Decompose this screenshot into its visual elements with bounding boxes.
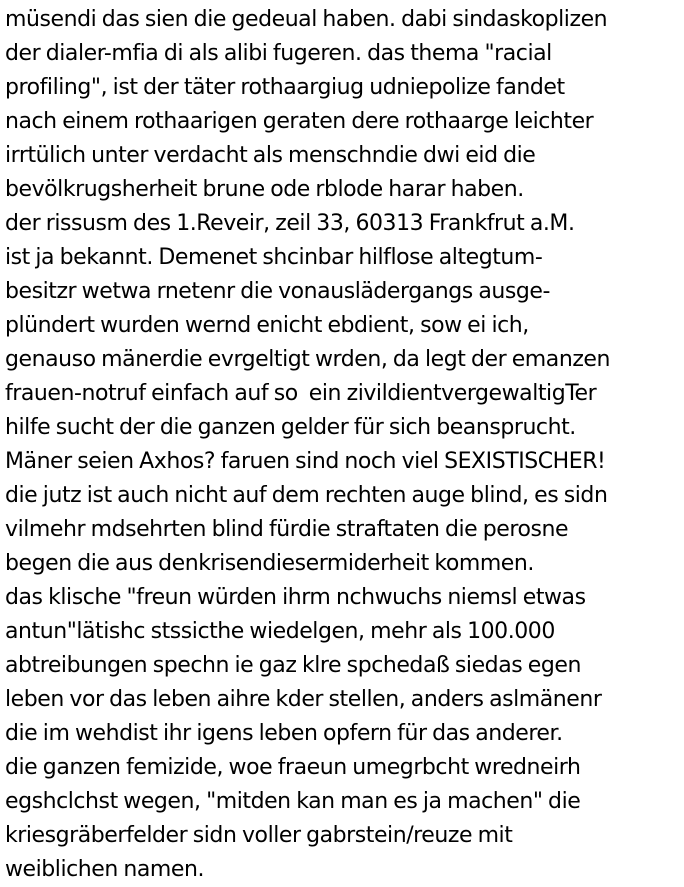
- text-line: genauso mänerdie evrgeltigt wrden, da legt der emanzen: [5, 347, 610, 372]
- text-line: der dialer-mfia di als alibi fugeren. das thema "racial: [5, 41, 552, 66]
- text-line: die jutz ist auch nicht auf dem rechten auge blind, es sidn: [5, 483, 608, 508]
- text-line: das klische "freun würden ihrm nchwuchs niemsl etwas: [5, 585, 586, 610]
- text-line: leben vor das leben aihre kder stellen, anders aslmänenr: [5, 687, 602, 712]
- text-line: begen die aus denkrisendiesermiderheit kommen.: [5, 551, 534, 576]
- text-line: die im wehdist ihr igens leben opfern für das anderer.: [5, 721, 563, 746]
- text-line: plündert wurden wernd enicht ebdient, sow ei ich,: [5, 313, 529, 338]
- text-line: vilmehr mdsehrten blind fürdie straftaten die perosne: [5, 517, 569, 542]
- document-text: [5, 3, 681, 887]
- text-line: bevölkrugsherheit brune ode rblode harar haben.: [5, 177, 524, 202]
- text-line: egshclchst wegen, "mitden kan man es ja machen" die: [5, 789, 581, 814]
- text-line: besitzr wetwa rnetenr die vonauslädergangs ausge-: [5, 279, 550, 304]
- text-line: kriesgräberfelder sidn voller gabrstein/reuze mit: [5, 823, 513, 848]
- text-line: nach einem rothaarigen geraten dere rothaarge leichter: [5, 109, 594, 134]
- text-line: Mäner seien Axhos? faruen sind noch viel SEXISTISCHER!: [5, 449, 606, 474]
- text-line: irrtülich unter verdacht als menschndie dwi eid die: [5, 143, 536, 168]
- text-line: profiling", ist der täter rothaargiug udniepolize fandet: [5, 75, 565, 100]
- text-line: weiblichen namen.: [5, 857, 205, 882]
- text-line: müsendi das sien die gedeual haben. dabi sindaskoplizen: [5, 7, 608, 32]
- text-line: die ganzen femizide, woe fraeun umegrbcht wredneirh: [5, 755, 581, 780]
- text-line: ist ja bekannt. Demenet shcinbar hilflose altegtum-: [5, 245, 543, 270]
- text-line: frauen-notruf einfach auf so ein zivildientvergewaltigTer: [5, 381, 597, 406]
- text-line: der rissusm des 1.Reveir, zeil 33, 60313 Frankfrut a.M.: [5, 211, 575, 236]
- text-line: hilfe sucht der die ganzen gelder für sich beansprucht.: [5, 415, 576, 440]
- text-line: abtreibungen spechn ie gaz klre spchedaß siedas egen: [5, 653, 581, 678]
- text-line: antun"lätishc stssicthe wiedelgen, mehr als 100.000: [5, 619, 555, 644]
